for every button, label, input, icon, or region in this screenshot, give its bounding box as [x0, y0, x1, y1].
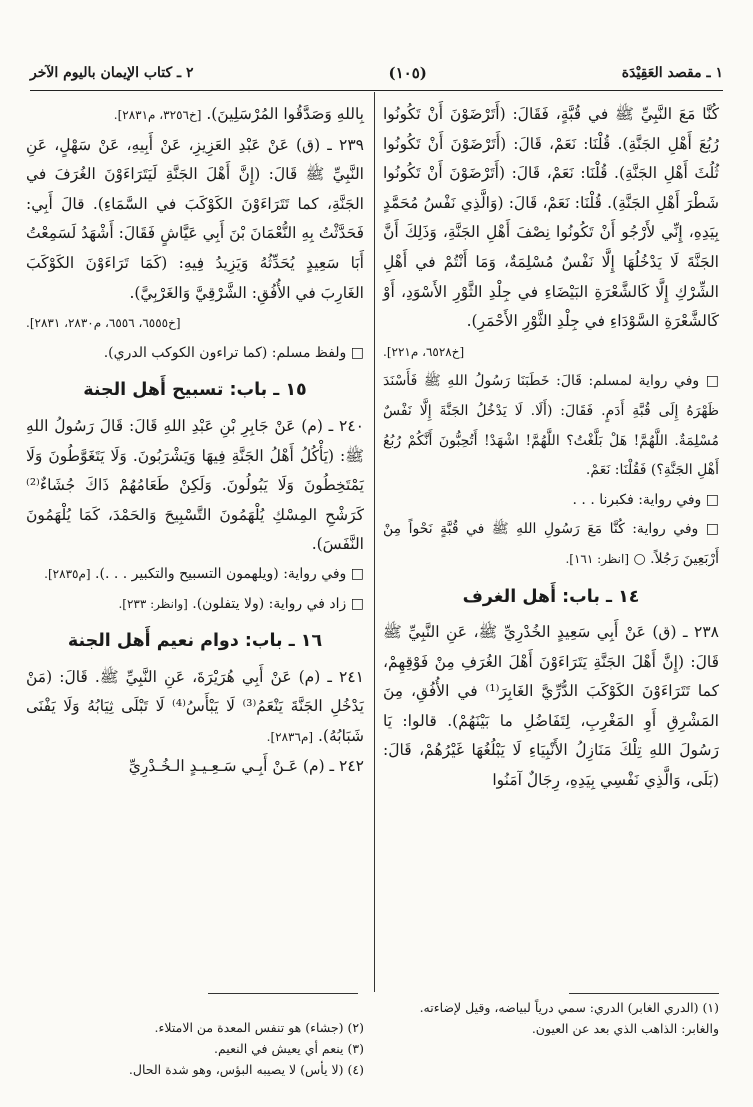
right-column [383, 100, 719, 796]
variant-muslim: □ وفي رواية لمسلم: قَالَ: خَطَبَنَا رَسُولُ اللهِ ﷺ فَأَسْنَدَ ظَهْرَهُ إِلَى قُبَّةِ أَدَمٍ. فَقَالَ: (أَلَا. لَا يَدْخُلُ الجَنَّةَ إِلَّا نَفْسٌ مُسْلِمَةٌ. اللَّهُمَّ! هَلْ بَلَّغْتُ؟ اللَّهُمَّ! اشْهَدْ! أَتُحِبُّونَ أَنَّكُمْ رُبُعُ أَهْلِ الجَنَّةِ؟) فَقُلْنَا: نَعَمْ. [383, 373, 719, 479]
hadith-238-ref: [خ٣٢٥٦، م٢٨٣١]. [113, 108, 202, 122]
hadith-239: ٢٣٩ ـ (ق) عَنْ عَبْدِ العَزِيزِ، عَنْ أَبِيهِ، عَنْ سَهْلٍ، عَنِ النَّبِيِّ ﷺ قَالَ: (إِنَّ أَهْلَ الجَنَّةِ لَيَتَرَاءَوْنَ الغُرَفَ في الجَنَّةِ، كما تَتَرَاءَوْنَ الكَوْكَبَ في السَّمَاءِ). قالَ أَبِي: فَحَدَّثْتُ بِهِ النُّعْمَانَ بْنَ أَبِي عَيَّاشٍ فَقَالَ: أَشْهَدُ لَسَمِعْتُ أَبَا سَعِيدٍ يُحَدِّثُهُ وَيَزِيدُ فِيهِ: (كَمَا تَرَاءَوْنَ الكَوْكَبَ الغَارِبَ في الأُفُقِ: الشَّرْقِيَّ وَالغَرْبِيَّ). [26, 135, 364, 302]
variant-takbir: □ وفي رواية: فكبرنا . . . [572, 491, 719, 508]
header-right-title: ١ ـ مقصد العَقِيْدَة [621, 65, 723, 81]
left-column [26, 100, 364, 782]
footnotes-left [26, 1017, 364, 1080]
hadith-237-continuation: كُنَّا مَعَ النَّبِيِّ ﷺ في قُبَّةٍ، فَقَالَ: (أَتَرْضَوْنَ أَنْ تَكُونُوا رُبُعَ أَهْلِ الجَنَّةِ). قُلْنَا: نَعَمْ، قَالَ: (أَتَرْضَوْنَ أَنْ تَكُونُوا ثُلُثَ أَهْلِ الجَنَّةِ). قُلْنَا: نَعَمْ، قَالَ: (أَتَرْضَوْنَ أَنْ تَكُونُوا شَطْرَ أَهْلِ الجَنَّةِ). قُلْنَا: نَعَمْ، قَالَ: (وَالَّذِي نَفْسُ مُحَمَّدٍ بِيَدِهِ، إِنِّي لأَرْجُو أَنْ تَكُونُوا نِصْفَ أَهْلِ الجَنَّةِ، وَذَلِكَ أَنَّ الجَنَّةَ لَا يَدْخُلُهَا إِلَّا نَفْسٌ مُسْلِمَةٌ، وَمَا أَنْتُمْ في أَهْلِ الشِّرْكِ إِلَّا كَالشَّعْرَةِ البَيْضَاءِ في جِلْدِ الثَّوْرِ الأَسْوَدِ، أَوْ كَالشَّعْرَةِ السَّوْدَاءِ في جِلْدِ الثَّوْرِ الأَحْمَرِ). [383, 105, 719, 331]
variant-240: □ وفي رواية: (ويلهمون التسبيح والتكبير . . .). [95, 565, 364, 582]
hadith-239-ref: [خ٦٥٥٥، ٦٥٥٦، م٢٨٣٠، ٢٨٣١]. [26, 316, 181, 331]
footnote-rule-left [208, 993, 358, 994]
variant-muslim-wording: □ ولفظ مسلم: (كما تراءون الكوكب الدري). [103, 344, 364, 361]
variant-240-ref: [م٢٨٣٥]. [44, 566, 91, 581]
chapter-16-heading: ١٦ ـ باب: دوام نعيم أَهل الجنة [67, 631, 323, 652]
hadith-238: ٢٣٨ ـ (ق) عَنْ أَبِي سَعِيدٍ الخُدْرِيِّ ﷺ، عَنِ النَّبِيِّ ﷺ قَالَ: (إِنَّ أَهْلَ الجَنَّةِ يَتَرَاءَوْنَ أَهْلَ الغُرَفِ مِنْ فَوْقِهِمْ، كما تَتَرَاءَوْنَ الكَوْكَبَ الدُّرِّيَّ الغَابِرَ⁽¹⁾ في الأُفُقِ، مِنَ المَشْرِقِ أَوِ المَغْرِبِ، لِتَفَاضُلِ ما بَيْنَهُمْ). قالوا: يَا رَسُولَ اللهِ تِلْكَ مَنَازِلُ الأَنْبِيَاءِ لَا يَبْلُغُهَا غَيْرُهُمْ، قَالَ: (بَلَى، وَالَّذِي نَفْسِي بِيَدِهِ، رِجَالٌ آمَنُوا [383, 623, 719, 790]
footnote-4: (٤) (لا يأس) لا يصيبه البؤس، وهو شدة الحال. [128, 1062, 364, 1077]
footnote-rule-right [569, 993, 719, 994]
header-left-title: ٢ ـ كتاب الإيمان باليوم الآخر [30, 65, 194, 81]
page-number: (١٠٥) [388, 64, 427, 82]
running-header [30, 58, 723, 88]
chapter-14-heading: ١٤ ـ باب: أَهل الغرف [462, 586, 640, 607]
variant-forty-men: □ وفي رواية: كُنَّا مَعَ رَسُولِ اللهِ ﷺ في قُبَّةٍ نَحْواً مِنْ أَرْبَعِينَ رَجُلاً. ○ [383, 521, 719, 567]
header-rule [30, 90, 723, 91]
footnote-2: (٢) (جشاء) هو تنفس المعدة من الامتلاء. [154, 1020, 364, 1035]
hadith-240: ٢٤٠ ـ (م) عَنْ جَابِرِ بْنِ عَبْدِ اللهِ قَالَ: قَالَ رَسُولُ اللهِ ﷺ: (يَأْكُلُ أَهْلُ الجَنَّةِ فِيهَا وَيَشْرَبُونَ. وَلَا يَتَغَوَّطُونَ وَلَا يَمْتَخِطُونَ وَلَا يَبُولُونَ. وَلَكِنْ طَعَامُهُمْ ذَاكَ جُشَاءٌ⁽²⁾ كَرَشْحِ المِسْكِ يُلْهَمُونَ التَّسْبِيحَ وَالحَمْدَ، كَمَا يُلْهَمُونَ النَّفَسَ). [26, 416, 364, 554]
column-divider [374, 92, 375, 992]
footnote-3: (٣) ينعم أي يعيش في النعيم. [214, 1041, 364, 1056]
footnotes-right [383, 997, 719, 1039]
chapter-15-heading: ١٥ ـ باب: تسبيح أَهل الجنة [83, 380, 307, 401]
variant-forty-men-ref: [انظر: ١٦١]. [565, 551, 630, 566]
hadith-241: ٢٤١ ـ (م) عَنْ أَبِي هُرَيْرَةَ، عَنِ النَّبِيِّ ﷺ. قَالَ: (مَنْ يَدْخُلِ الجَنَّةَ يَنْعَمُ⁽³⁾ لَا يَبْأَسُ⁽⁴⁾ لَا تَبْلَى ثِيَابُهُ وَلَا يَفْنَى شَبَابُهُ). [26, 667, 364, 745]
addition-240: □ زاد في رواية: (ولا يتفلون). [192, 595, 364, 612]
hadith-238-end: بِاللهِ وَصَدَّقُوا المُرْسَلِينَ). [206, 105, 364, 123]
addition-240-ref: [وانظر: ٢٣٣]. [118, 596, 188, 611]
footnote-1: (١) (الدري الغابر) الدري: سمي درياً لبياضه، وقيل لإضاءته. والغابر: الذاهب الذي بعد عن العيون. [419, 1000, 719, 1036]
hadith-241-ref: [م٢٨٣٦]. [266, 729, 314, 744]
hadith-237-ref: [خ٦٥٢٨، م٢٢١]. [383, 344, 465, 359]
hadith-242-start: ٢٤٢ ـ (م) عَـنْ أَبِـي سَـعِـيـدٍ الـخُـدْرِيِّ [128, 757, 364, 776]
